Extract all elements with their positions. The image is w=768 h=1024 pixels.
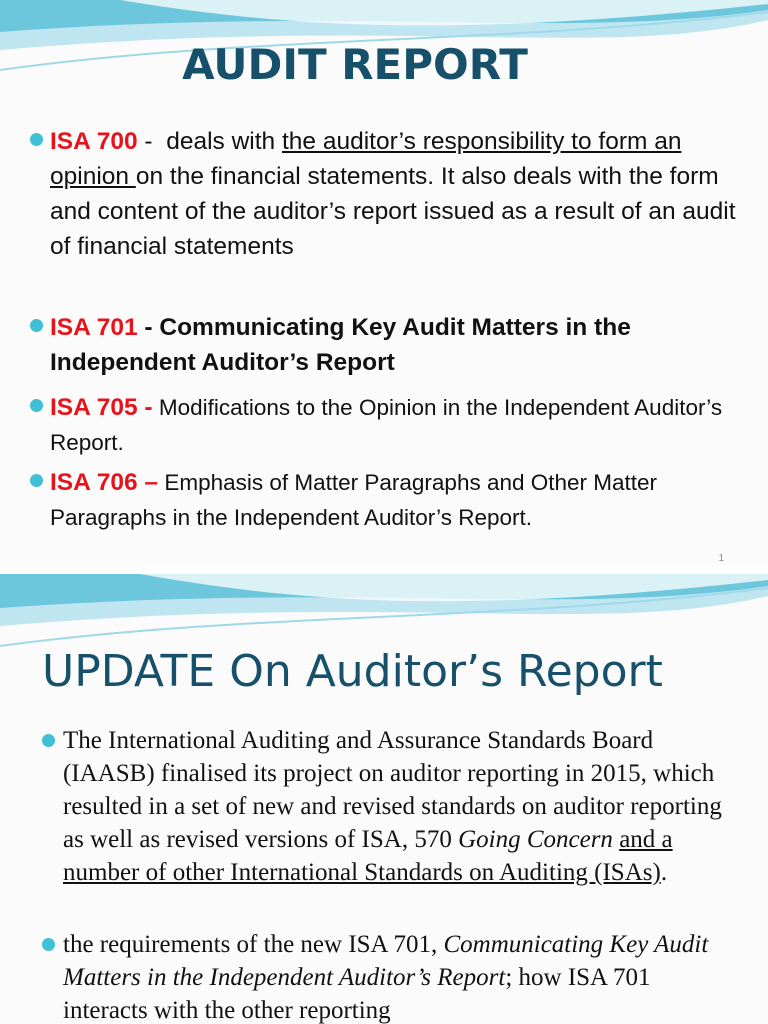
- bullet-isa-701-requirements: [63, 928, 733, 1024]
- bullet-text: - Communicating Key Audit Matters in the Independent Auditor’s Report: [50, 314, 631, 376]
- bullet-isa-700: [50, 124, 740, 264]
- bullet-isa-706: [50, 465, 750, 535]
- slide-title: AUDIT REPORT: [182, 40, 528, 89]
- bullet-icon: [42, 734, 55, 747]
- slide-title: UPDATE On Auditor’s Report: [42, 646, 663, 697]
- bullet-icon: [42, 938, 55, 951]
- bullet-text: deals with: [166, 128, 282, 155]
- bullet-text: Emphasis of Matter Paragraphs and Other Matter Paragraphs in the Independent Auditor’s Report.: [50, 470, 658, 530]
- bullet-text: on the financial statements. It also deals with the form and content of the auditor’s report issued as a result of an audit of financial statements: [50, 163, 736, 260]
- bullet-isa-705: [50, 390, 740, 460]
- isa-code: ISA 701: [50, 314, 138, 341]
- bullet-icon: [30, 319, 43, 332]
- bullet-isa-701: [50, 310, 740, 380]
- isa-code: ISA 705 -: [50, 394, 153, 421]
- bullet-icon: [30, 399, 43, 412]
- isa-code: ISA 700: [50, 128, 138, 155]
- bullet-text: .: [660, 859, 668, 886]
- bullet-icon: [30, 133, 43, 146]
- bullet-text: The International Auditing and Assurance Standards Board (IAASB) finalised its project on auditor reporting in 2015, which resulted in a set of new and revised standards on auditor reporting as well as revised versions of ISA, 570: [63, 727, 722, 853]
- page-number: 1: [718, 553, 724, 564]
- underlined-text: the auditor’s responsibility to form an opinion: [50, 128, 682, 190]
- bullet-icon: [30, 474, 43, 487]
- slide-separator: [0, 566, 768, 574]
- italic-text: Communicating Key Audit Matters in the Independent Auditor’s Report: [63, 931, 709, 991]
- italic-text: Going Concern: [458, 826, 613, 853]
- isa-code: ISA 706 –: [50, 469, 159, 496]
- bullet-text: the requirements of the new ISA 701,: [63, 931, 444, 958]
- separator: -: [137, 128, 167, 155]
- bullet-iaasb: [63, 724, 733, 889]
- bullet-text: ; how ISA 701 interacts with the other reporting: [63, 964, 651, 1024]
- bullet-text: Modifications to the Opinion in the Independent Auditor’s Report.: [50, 395, 723, 455]
- underlined-text: and a number of other International Standards on Auditing (ISAs): [63, 826, 673, 886]
- slide-2: [0, 574, 768, 1024]
